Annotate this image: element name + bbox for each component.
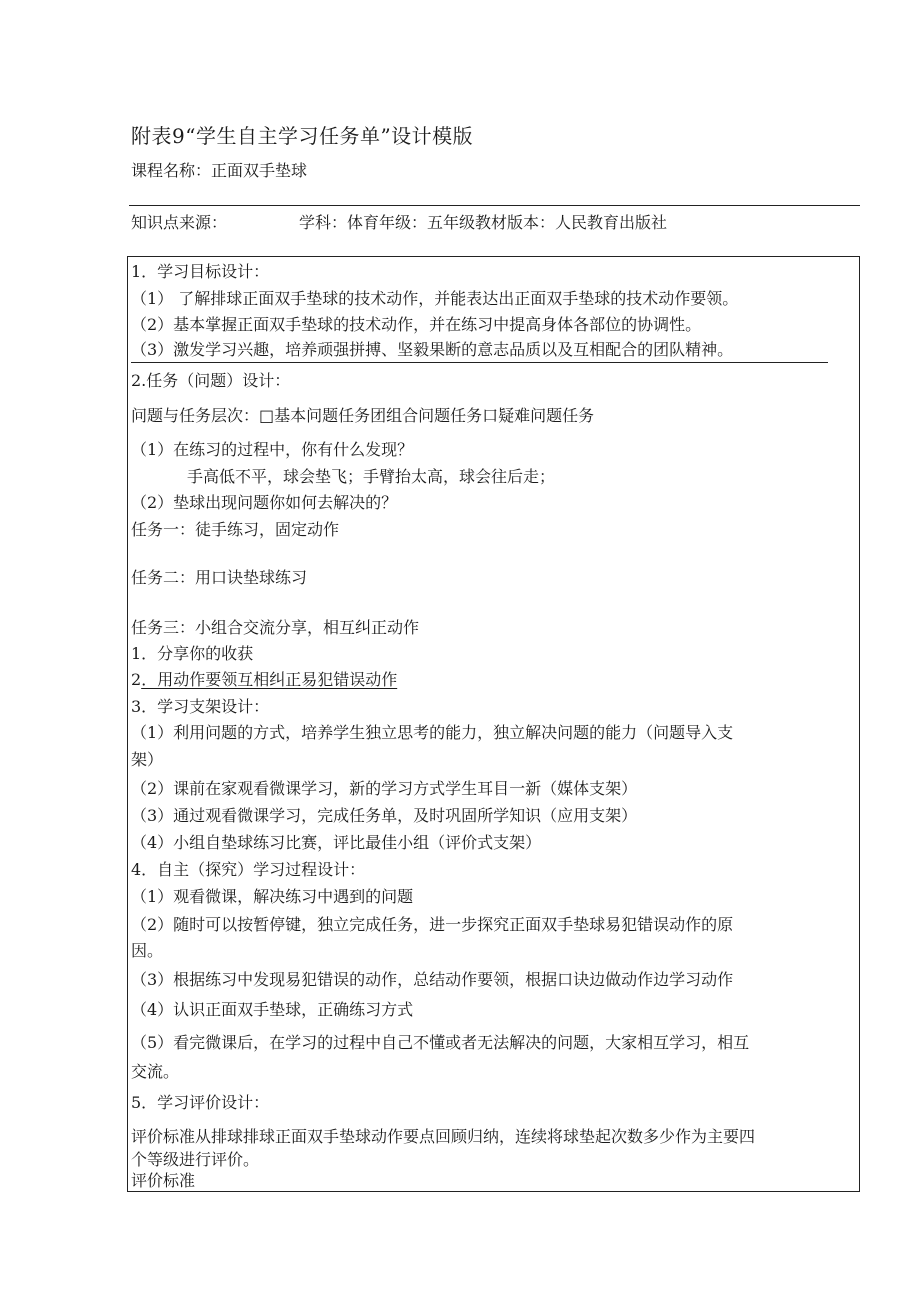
- goal-item-1: （1） 了解排球正面双手垫球的技术动作，并能表达出正面双手垫球的技术动作要领。: [131, 289, 739, 308]
- task-2: 任务二：用口诀垫球练习: [131, 568, 308, 587]
- source-info: 学科：体育年级：五年级教材版本：人民教育出版社: [299, 213, 668, 232]
- share-item-2: [131, 669, 397, 691]
- process-item-5-line-2: 交流。: [131, 1062, 180, 1081]
- share-item-1: 1．分享你的收获: [131, 644, 254, 663]
- answer-1: 手高低不平，球会垫飞；手臂抬太高，球会往后走；: [187, 467, 556, 486]
- process-item-4: （4）认识正面双手垫球，正确练习方式: [131, 1000, 414, 1019]
- support-item-1-line-2: 架）: [131, 750, 164, 769]
- support-item-3: （3）通过观看微课学习，完成任务单，及时巩固所学知识（应用支架）: [131, 806, 638, 825]
- support-item-2: （2）课前在家观看微课学习，新的学习方式学生耳目一新（媒体支架）: [131, 779, 638, 798]
- task-3: 任务三：小组合交流分享，相互纠正动作: [131, 618, 420, 637]
- evaluation-criteria-label: 评价标准: [131, 1171, 196, 1190]
- document-title: 附表9“学生自主学习任务单”设计模版: [131, 124, 474, 148]
- source-label: 知识点来源：: [131, 213, 228, 232]
- evaluation-text-line-1: 评价标准从排球排球正面双手垫球动作要点回顾归纳，连续将球垫起次数多少作为主要四: [131, 1127, 756, 1146]
- process-item-1: （1）观看微课，解决练习中遇到的问题: [131, 887, 414, 906]
- support-item-1-line-1: （1）利用问题的方式，培养学生独立思考的能力，独立解决问题的能力（问题导入支: [131, 723, 734, 742]
- question-1: （1）在练习的过程中，你有什么发现？: [131, 440, 414, 459]
- section-1-heading: 1．学习目标设计：: [131, 262, 270, 281]
- section-4-heading: 4．自主（探究）学习过程设计：: [131, 860, 366, 879]
- goal-item-3: （3）激发学习兴趣，培养顽强拼搏、坚毅果断的意志品质以及互相配合的团队精神。: [131, 340, 734, 359]
- process-item-5-line-1: （5）看完微课后，在学习的过程中自己不懂或者无法解决的问题，大家相互学习，相互: [131, 1033, 750, 1052]
- source-line: [131, 210, 667, 233]
- task-1: 任务一：徒手练习，固定动作: [131, 520, 340, 539]
- process-item-2-line-1: （2）随时可以按暂停键，独立完成任务，进一步探究正面双手垫球易犯错误动作的原: [131, 915, 734, 934]
- goal-item-2: （2）基本掌握正面双手垫球的技术动作，并在练习中提高身体各部位的协调性。: [131, 315, 702, 334]
- task-levels: 问题与任务层次：□基本问题任务团组合问题任务口疑难问题任务: [131, 406, 595, 425]
- support-item-4: （4）小组自垫球练习比赛，评比最佳小组（评价式支架）: [131, 833, 542, 852]
- process-item-2-line-2: 因。: [131, 941, 164, 960]
- share-item-2-text: ．用动作要领互相纠正易犯错误动作: [141, 670, 398, 689]
- divider-line: [129, 205, 860, 206]
- section-2-heading: 2.任务（问题）设计：: [131, 371, 291, 390]
- share-item-2-number: 2: [131, 670, 142, 689]
- process-item-3: （3）根据练习中发现易犯错误的动作，总结动作要领，根据口诀边做动作边学习动作: [131, 970, 734, 989]
- course-name: 课程名称：正面双手垫球: [131, 161, 308, 180]
- section-5-heading: 5．学习评价设计：: [131, 1093, 270, 1112]
- goal-item-3-underline: [131, 362, 828, 363]
- section-3-heading: 3．学习支架设计：: [131, 697, 270, 716]
- evaluation-text-line-2: 个等级进行评价。: [131, 1150, 260, 1169]
- question-2: （2）垫球出现问题你如何去解决的？: [131, 493, 398, 512]
